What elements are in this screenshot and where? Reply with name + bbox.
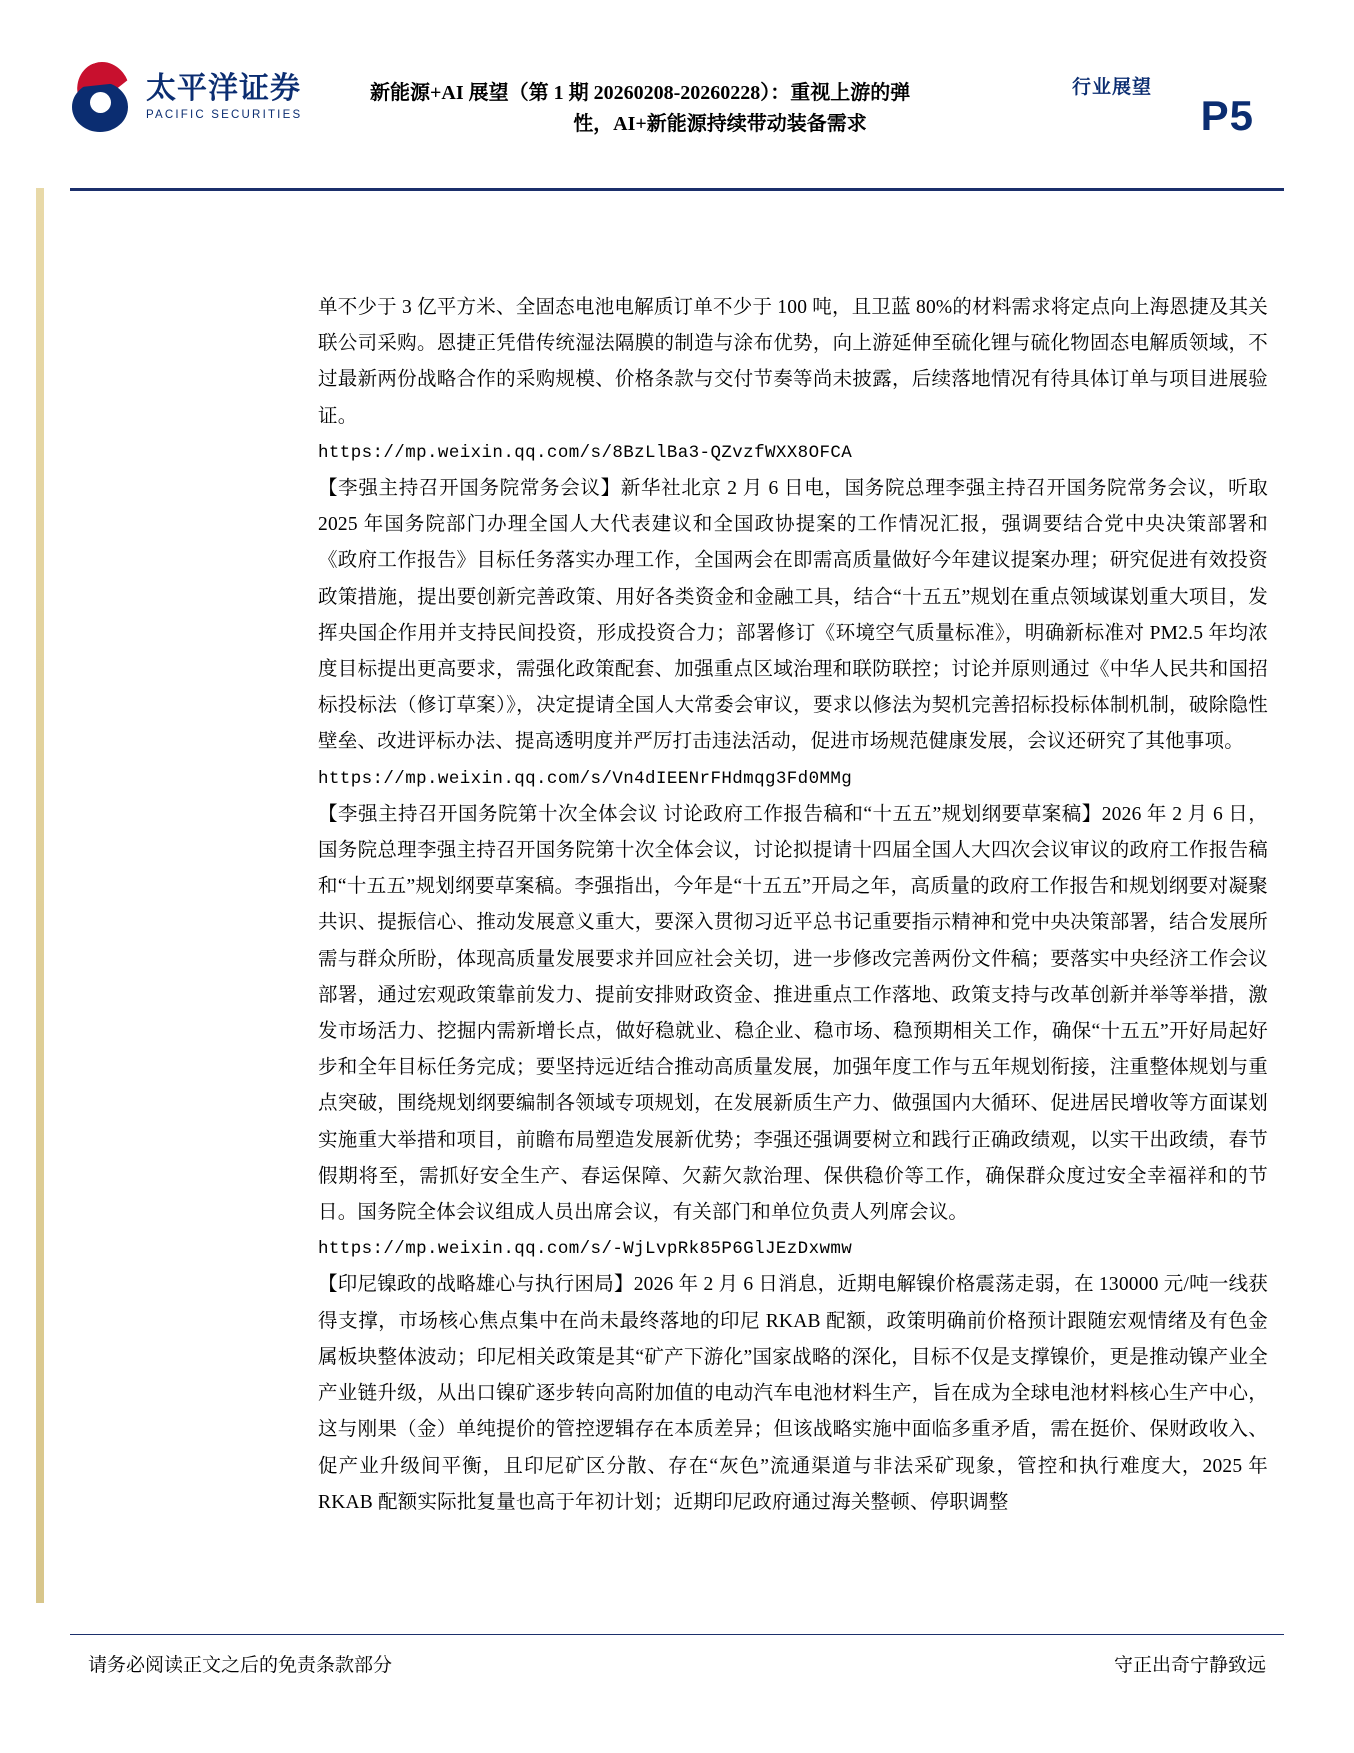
pacific-securities-logo-icon <box>70 62 134 134</box>
document-body <box>318 290 1268 1521</box>
footer-divider <box>70 1634 1284 1636</box>
logo-chinese-name: 太平洋证券 <box>146 72 301 106</box>
company-logo <box>70 62 302 134</box>
page-number: P5 <box>1200 92 1254 139</box>
body-paragraph: 【李强主持召开国务院常务会议】新华社北京 2 月 6 日电，国务院总理李强主持召开国务院常务会议，听取 2025 年国务院部门办理全国人大代表建议和全国政协提案的工作情况汇报，强调要结合党中央决策部署和《政府工作报告》目标任务落实办理工作，全国两会在即需高质量做好今年建议提案办理；研究促进有效投资政策措施，提出要创新完善政策、用好各类资金和金融工具，结合“十五五”规划在重点领域谋划重大项目，发挥央国企作用并支持民间投资，形成投资合力；部署修订《环境空气质量标准》，明确新标准对 PM2.5 年均浓度目标提出更高要求，需强化政策配套、加强重点区域治理和联防联控；讨论并原则通过《中华人民共和国招标投标法（修订草案）》，决定提请全国人大常委会审议，要求以修法为契机完善招标投标体制机制，破除隐性壁垒、改进评标办法、提高透明度并严厉打击违法活动，促进市场规范健康发展，会议还研究了其他事项。 <box>318 478 1268 753</box>
page-header <box>70 52 1284 167</box>
report-title-line2: 性，AI+新能源持续带动装备需求 <box>573 113 867 135</box>
body-paragraph: 【印尼镍政的战略雄心与执行困局】2026 年 2 月 6 日消息，近期电解镍价格震荡走弱，在 130000 元/吨一线获得支撑，市场核心焦点集中在尚未最终落地的印尼 RKAB 配额，政策明确前价格预计跟随宏观情绪及有色金属板块整体波动；印尼相关政策是其“矿产下游化”国家战略的深化，目标不仅是支撑镍价，更是推动镍产业全产业链升级，从出口镍矿逐步转向高附加值的电动汽车电池材料生产，旨在成为全球电池材料核心生产中心，这与刚果（金）单纯提价的管控逻辑存在本质差异；但该战略实施中面临多重矛盾，需在挺价、保财政收入、促产业升级间平衡，且印尼矿区分散、存在“灰色”流通渠道与非法采矿现象，管控和执行难度大，2025 年 RKAB 配额实际批复量也高于年初计划；近期印尼政府通过海关整顿、停职调整 <box>318 1274 1268 1513</box>
report-title <box>370 78 1070 140</box>
logo-text <box>146 74 302 122</box>
source-url[interactable]: https://mp.weixin.qq.com/s/Vn4dIEENrFHdmqg3Fd0MMg <box>318 768 853 789</box>
body-paragraph: 单不少于 3 亿平方米、全固态电池电解质订单不少于 100 吨，且卫蓝 80%的材料需求将定点向上海恩捷及其关联公司采购。恩捷正凭借传统湿法隔膜的制造与涂布优势，向上游延伸至硫化锂与硫化物固态电解质领域，不过最新两份战略合作的采购规模、价格条款与交付节奏等尚未披露，后续落地情况有待具体订单与项目进展验证。 <box>318 297 1268 427</box>
sector-label: 行业展望 <box>1071 77 1152 98</box>
source-url[interactable]: https://mp.weixin.qq.com/s/-WjLvpRk85P6GlJEzDxwmw <box>318 1239 853 1260</box>
header-divider <box>70 188 1284 191</box>
footer-disclaimer: 请务必阅读正文之后的免责条款部分 <box>88 1655 393 1676</box>
report-title-line1: 新能源+AI 展望（第 1 期 20260208-20260228）：重视上游的弹 <box>370 82 911 104</box>
left-decorative-bar <box>36 188 44 1603</box>
source-url[interactable]: https://mp.weixin.qq.com/s/8BzLlBa3-QZvzfWXX8OFCA <box>318 442 853 463</box>
body-paragraph: 【李强主持召开国务院第十次全体会议 讨论政府工作报告稿和“十五五”规划纲要草案稿】2026 年 2 月 6 日，国务院总理李强主持召开国务院第十次全体会议，讨论拟提请十四届全国人大四次会议审议的政府工作报告稿和“十五五”规划纲要草案稿。李强指出，今年是“十五五”开局之年，高质量的政府工作报告和规划纲要对凝聚共识、提振信心、推动发展意义重大，要深入贯彻习近平总书记重要指示精神和党中央决策部署，结合发展所需与群众所盼，体现高质量发展要求并回应社会关切，进一步修改完善两份文件稿；要落实中央经济工作会议部署，通过宏观政策靠前发力、提前安排财政资金、推进重点工作落地、政策支持与改革创新并举等举措，激发市场活力、挖掘内需新增长点，做好稳就业、稳企业、稳市场、稳预期相关工作，确保“十五五”开好局起好步和全年目标任务完成；要坚持远近结合推动高质量发展，加强年度工作与五年规划衔接，注重整体规划与重点突破，围绕规划纲要编制各领域专项规划，在发展新质生产力、做强国内大循环、促进居民增收等方面谋划实施重大举措和项目，前瞻布局塑造发展新优势；李强还强调要树立和践行正确政绩观，以实干出政绩，春节假期将至，需抓好安全生产、春运保障、欠薪欠款治理、保供稳价等工作，确保群众度过安全幸福祥和的节日。国务院全体会议组成人员出席会议，有关部门和单位负责人列席会议。 <box>318 803 1268 1224</box>
footer-slogan: 守正出奇宁静致远 <box>1113 1655 1266 1676</box>
logo-english-name: PACIFIC SECURITIES <box>146 109 303 122</box>
